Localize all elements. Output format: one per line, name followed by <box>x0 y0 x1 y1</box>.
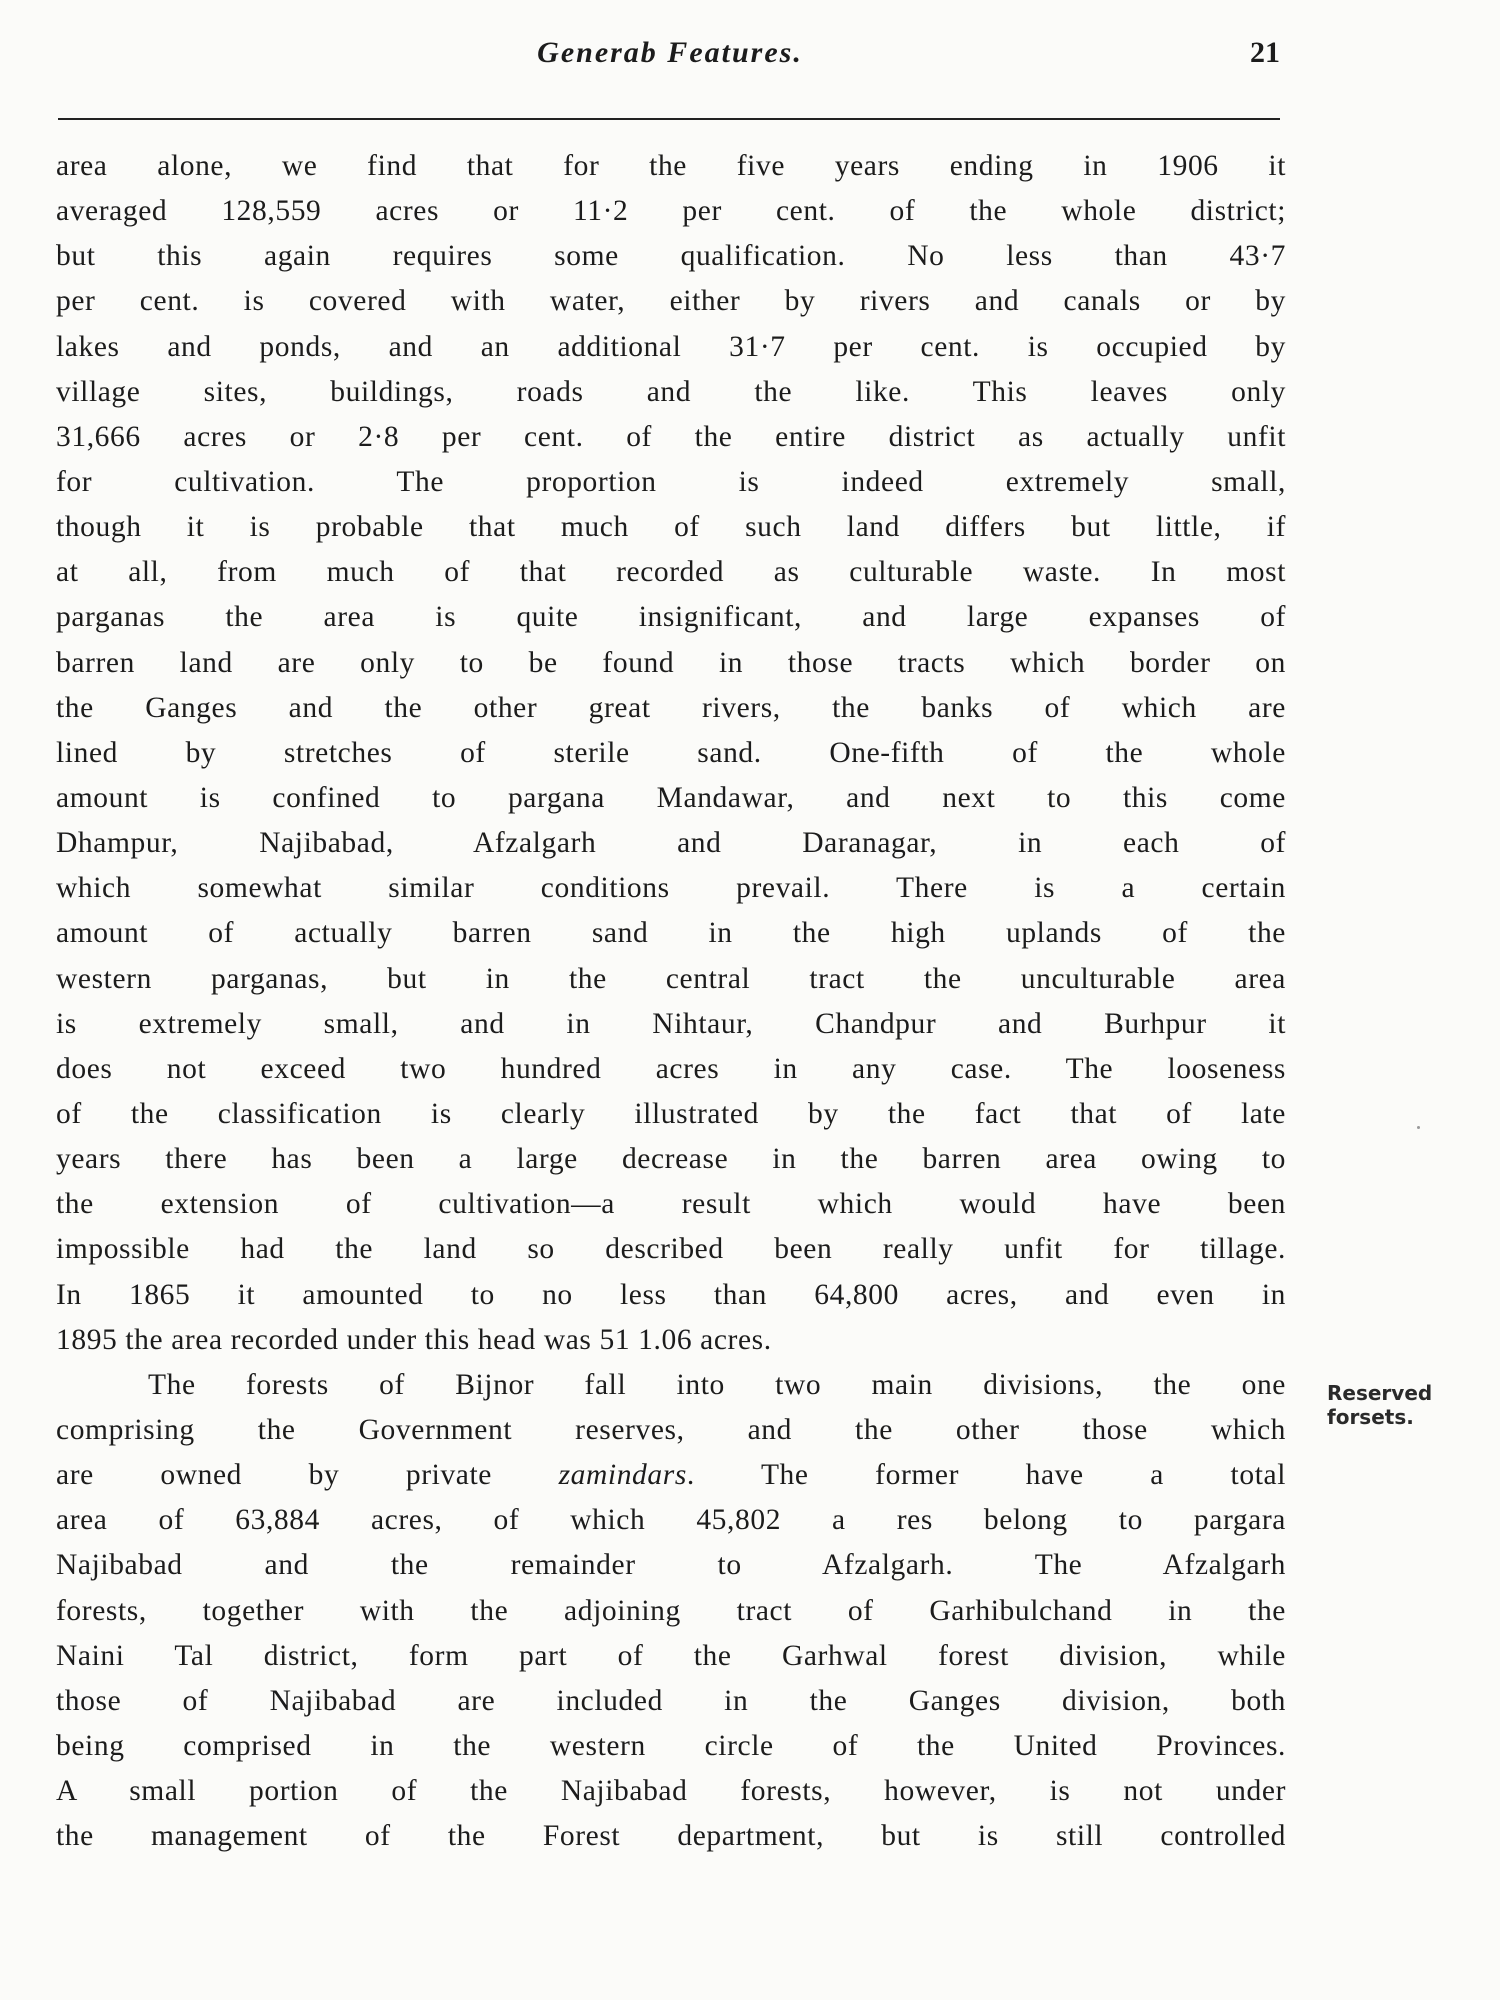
text-line: amount is confined to pargana Mandawar, and next to this come <box>56 781 1286 814</box>
margin-note-line: forsets. <box>1327 1405 1414 1429</box>
text-line: per cent. is covered with water, either by rivers and canals or by <box>56 285 1286 318</box>
running-header <box>60 36 1280 86</box>
body-text <box>56 144 1286 1859</box>
text-line: is extremely small, and in Nihtaur, Chandpur and Burhpur it <box>56 1007 1286 1040</box>
text-line: amount of actually barren sand in the high uplands of the <box>56 917 1286 950</box>
text-line: The forests of Bijnor fall into two main divisions, the one <box>148 1368 1286 1401</box>
text-line: impossible had the land so described been really unfit for tillage. <box>56 1233 1286 1266</box>
text-line: are owned by private zamindars. The former have a total <box>56 1459 1286 1492</box>
text-line: though it is probable that much of such land differs but little, if <box>56 511 1286 544</box>
text-line: which somewhat similar conditions prevail. There is a certain <box>56 872 1286 905</box>
text-line: Naini Tal district, form part of the Garhwal forest division, while <box>56 1639 1286 1672</box>
page-number: 21 <box>1250 36 1280 69</box>
text-line: area of 63,884 acres, of which 45,802 a res belong to pargara <box>56 1504 1286 1537</box>
text-line: 31,666 acres or 2·8 per cent. of the entire district as actually unfit <box>56 420 1286 453</box>
paragraph <box>56 1363 1286 1860</box>
text-line: Dhampur, Najibabad, Afzalgarh and Daranagar, in each of <box>56 827 1286 860</box>
running-title: Generab Features. <box>537 36 803 69</box>
text-line: Najibabad and the remainder to Afzalgarh. The Afzalgarh <box>56 1549 1286 1582</box>
header-rule <box>58 118 1280 120</box>
text-line: but this again requires some qualification. No less than 43·7 <box>56 240 1286 273</box>
text-line: averaged 128,559 acres or 11·2 per cent. of the whole district; <box>56 195 1286 228</box>
text-line: western parganas, but in the central tract the unculturable area <box>56 962 1286 995</box>
text-line: area alone, we find that for the five years ending in 1906 it <box>56 150 1286 182</box>
text-line: village sites, buildings, roads and the like. This leaves only <box>56 375 1286 408</box>
text-line: 1895 the area recorded under this head was 51 1.06 acres. <box>56 1323 772 1356</box>
paragraph <box>56 144 1286 1363</box>
text-line: A small portion of the Najibabad forests, however, is not under <box>56 1775 1286 1808</box>
text-line: lined by stretches of sterile sand. One-fifth of the whole <box>56 736 1286 769</box>
margin-note <box>1327 1381 1477 1429</box>
text-line: being comprised in the western circle of the United Provinces. <box>56 1729 1286 1762</box>
text-line: comprising the Government reserves, and the other those which <box>56 1413 1286 1446</box>
text-line: those of Najibabad are included in the Ganges division, both <box>56 1684 1286 1717</box>
text-line: parganas the area is quite insignificant, and large expanses of <box>56 601 1286 634</box>
margin-note-line: Reserved <box>1327 1381 1433 1405</box>
text-line: barren land are only to be found in those tracts which border on <box>56 646 1286 679</box>
text-line: the Ganges and the other great rivers, the banks of which are <box>56 691 1286 724</box>
italic-term: zamindars <box>558 1459 687 1492</box>
text-line: at all, from much of that recorded as culturable waste. In most <box>56 556 1286 589</box>
text-line: of the classification is clearly illustrated by the fact that of late <box>56 1097 1286 1130</box>
text-line: In 1865 it amounted to no less than 64,800 acres, and even in <box>56 1278 1286 1311</box>
text-line: the extension of cultivation—a result which would have been <box>56 1188 1286 1221</box>
text-line: for cultivation. The proportion is indeed extremely small, <box>56 465 1286 498</box>
text-line: does not exceed two hundred acres in any case. The looseness <box>56 1052 1286 1085</box>
stray-mark <box>1417 1126 1420 1129</box>
text-line: the management of the Forest department, but is still controlled <box>56 1820 1286 1853</box>
text-line: forests, together with the adjoining tract of Garhibulchand in the <box>56 1594 1286 1627</box>
text-line: years there has been a large decrease in the barren area owing to <box>56 1143 1286 1176</box>
text-line: lakes and ponds, and an additional 31·7 per cent. is occupied by <box>56 330 1286 363</box>
